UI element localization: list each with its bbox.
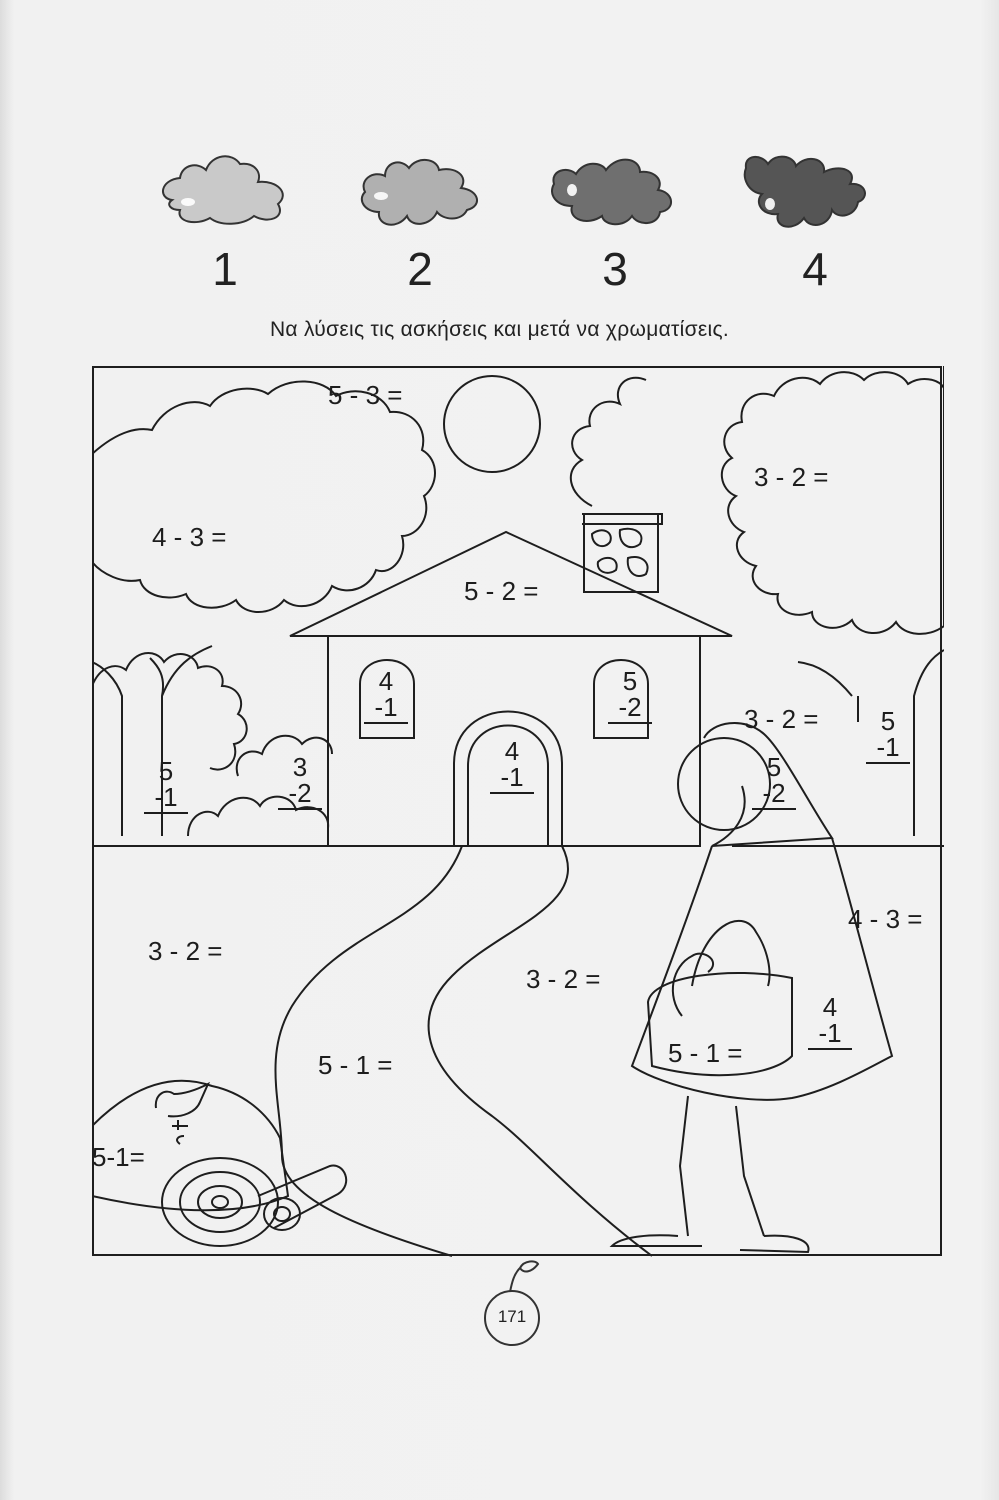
vertical-bottom: -1 <box>866 734 910 764</box>
exercise-bush[interactable] <box>278 754 322 810</box>
tree-canopy-right <box>722 366 944 634</box>
exercise-log[interactable]: 5-1= <box>92 1142 145 1172</box>
color-swatch-2[interactable] <box>345 140 495 300</box>
vertical-bottom: -2 <box>278 780 322 810</box>
log-small <box>258 1166 346 1228</box>
exercise-cape-right[interactable]: 4 - 3 = <box>848 904 923 934</box>
color-swatch-1[interactable] <box>150 140 300 300</box>
vertical-top: 4 <box>378 666 394 696</box>
exercise-basket[interactable]: 5 - 1 = <box>668 1038 743 1068</box>
color-number: 1 <box>212 243 238 295</box>
exercise-window-right[interactable] <box>608 668 652 724</box>
paint-blob-icon <box>740 140 890 240</box>
chimney-stones <box>592 529 648 576</box>
paint-blob-icon <box>150 140 300 240</box>
color-key <box>150 140 870 300</box>
vertical-top: 4 <box>504 736 520 766</box>
color-swatch-4[interactable] <box>740 140 890 300</box>
tree-canopy-left <box>92 381 435 612</box>
vertical-top: 5 <box>766 752 782 782</box>
paint-blob-icon <box>540 140 690 240</box>
exercise-sky[interactable]: 5 - 3 = <box>328 380 403 410</box>
log-ring <box>180 1172 260 1232</box>
vertical-bottom: -2 <box>608 694 652 724</box>
instruction-text: Να λύσεις τις ασκήσεις και μετά να χρωματίσεις. <box>269 318 730 341</box>
girl-legs <box>612 1096 809 1252</box>
vertical-bottom: -2 <box>752 780 796 810</box>
sun <box>444 376 540 472</box>
vertical-top: 5 <box>158 756 174 786</box>
smoke <box>571 378 646 506</box>
log-ring <box>212 1196 228 1208</box>
coloring-line-art <box>92 366 944 1258</box>
exercise-path[interactable]: 3 - 2 = <box>526 964 601 994</box>
vertical-top: 4 <box>822 992 838 1022</box>
exercise-trunk-left[interactable] <box>144 758 188 814</box>
house-chimney <box>582 514 662 592</box>
log-small-end <box>264 1198 300 1230</box>
exercise-roof[interactable]: 5 - 2 = <box>464 576 539 606</box>
vertical-bottom: -1 <box>144 784 188 814</box>
bird <box>156 1084 208 1144</box>
coloring-scene[interactable] <box>92 366 944 1258</box>
exercise-tree-left[interactable]: 4 - 3 = <box>152 522 227 552</box>
exercise-door[interactable] <box>490 738 534 794</box>
color-swatch-3[interactable] <box>540 140 690 300</box>
color-number: 4 <box>802 243 828 295</box>
exercise-trunk-right[interactable] <box>866 708 910 764</box>
vertical-top: 3 <box>292 752 308 782</box>
vertical-top: 5 <box>622 666 638 696</box>
exercise-hood-vertical[interactable] <box>752 754 796 810</box>
paint-blob-icon <box>345 140 495 240</box>
vertical-bottom: -1 <box>364 694 408 724</box>
tree-canopy-left-lower <box>92 653 247 770</box>
page-number: 171 <box>484 1290 540 1346</box>
leaf-icon <box>500 1258 540 1294</box>
vertical-top: 5 <box>880 706 896 736</box>
vertical-bottom: -1 <box>490 764 534 794</box>
exercise-path-lower[interactable]: 5 - 1 = <box>318 1050 393 1080</box>
color-number: 3 <box>602 243 628 295</box>
exercise-grass-left[interactable]: 3 - 2 = <box>148 936 223 966</box>
exercise-cape-vertical[interactable] <box>808 994 852 1050</box>
vertical-bottom: -1 <box>808 1020 852 1050</box>
exercise-hood[interactable]: 3 - 2 = <box>744 704 819 734</box>
exercise-window-left[interactable] <box>364 668 408 724</box>
color-number: 2 <box>407 243 433 295</box>
exercise-tree-right[interactable]: 3 - 2 = <box>754 462 829 492</box>
log-ring <box>198 1186 242 1218</box>
